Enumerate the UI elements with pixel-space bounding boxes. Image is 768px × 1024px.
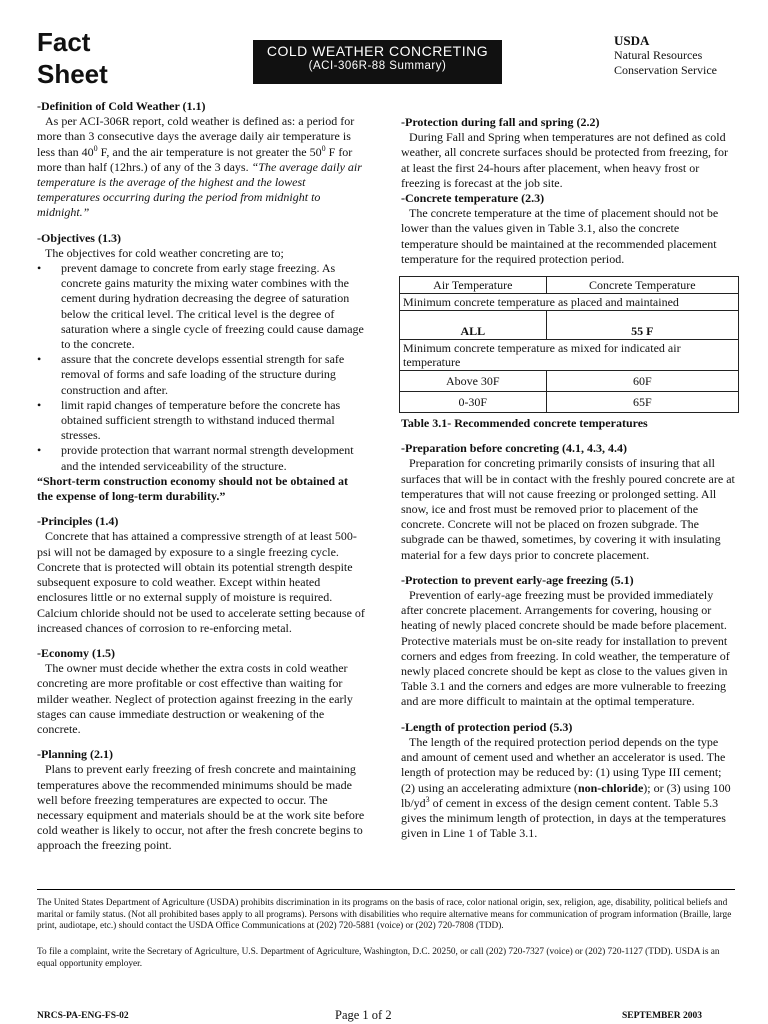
left-column — [37, 99, 365, 854]
objectives-list — [37, 261, 365, 474]
objectives-emphasis: “Short-term construction economy should not be obtained at the expense of long-term durability.” — [37, 473, 348, 504]
table-header-cell: Air Temperature — [400, 277, 547, 294]
section-heading: -Protection to prevent early-age freezing (5.1) — [401, 572, 634, 587]
section-intro: The objectives for cold weather concreting are to; — [45, 245, 284, 260]
agency-name: USDA — [614, 33, 650, 48]
section-protection-length — [401, 720, 735, 842]
table-cell: 65F — [546, 392, 738, 413]
section-heading: -Preparation before concreting (4.1, 4.3, 4.4) — [401, 441, 627, 456]
section-concrete-temperature — [401, 191, 735, 267]
right-column — [401, 115, 735, 841]
section-text: Concrete that has attained a compressive strength of at least 500-psi will not be damaged by exposure to a single freezing cycle. Concrete that is protected will obtain its potential strength despite subsequent exposure to cold weather. Except within heated enclosures little or no external supply of moisture is required. Calcium chloride should not be used to accelerate setting because of increased chances of corrosion to re-enforcing metal. — [37, 529, 365, 635]
section-heading: -Length of protection period (5.3) — [401, 719, 573, 734]
agency-division-2: Conservation Service — [614, 63, 717, 77]
section-heading: -Definition of Cold Weather (1.1) — [37, 99, 206, 113]
table-header-row — [400, 277, 739, 294]
table-header-cell: Concrete Temperature — [546, 277, 738, 294]
section-economy — [37, 646, 365, 737]
table-row — [400, 371, 739, 392]
table-row — [400, 392, 739, 413]
definition-quote: “The average daily air temperature is the average of the highest and the lowest temperatures occurring during the period from midnight to midnight.” — [37, 159, 362, 220]
table-caption: Table 3.1- Recommended concrete temperatures — [401, 416, 648, 431]
banner-subtitle: (ACI-306R-88 Summary) — [308, 60, 447, 72]
publication-date: SEPTEMBER 2003 — [622, 1011, 702, 1021]
table-cell: Above 30F — [400, 371, 547, 392]
document-id: NRCS-PA-ENG-FS-02 — [37, 1011, 129, 1021]
section-text: Preparation for concreting primarily consists of insuring that all surfaces that will be in contact with the freshly poured concrete are at temperatures that will not cause freezing or prolonged setting. All snow, ice and frost must be removed prior to placement of the concrete. Concrete will not be placed on frozen subgrade. The subgrade can be thawed, sometimes, by covering it with insulating material for a few days prior to concrete placement. — [401, 456, 735, 562]
section-protection-fall-spring — [401, 115, 735, 191]
table-cell: 0-30F — [400, 392, 547, 413]
section-objectives — [37, 231, 365, 505]
table-cell: 55 F — [546, 311, 738, 340]
section-heading: -Objectives (1.3) — [37, 230, 121, 245]
topic-banner — [253, 40, 502, 84]
table-cell: Minimum concrete temperature as mixed for indicated air temperature — [400, 340, 739, 371]
agency-block — [614, 33, 717, 78]
section-text: Plans to prevent early freezing of fresh concrete and maintaining temperatures above the recommended minimums should be made well before freezing temperatures are expected to occur. The necessary equipment and materials should be at the work site before cold weather is likely to occur, not after the fresh concrete begins to approach the freezing point. — [37, 762, 365, 853]
document-title — [37, 26, 108, 90]
nondiscrimination-statement: The United States Department of Agriculture (USDA) prohibits discrimination in its programs on the basis of race, color national origin, sex, religion, age, disability, political beliefs and marital or family status. (Not all prohibited bases apply to all programs). Persons with disabilities who require alternative means for communication of program information (Braille, large print, audiotape, etc.) should contact the USDA Office Communications at (202) 720-5881 (voice) or (202) 720-7808 (TDD). — [37, 898, 732, 931]
agency-division-1: Natural Resources — [614, 48, 703, 62]
section-heading: -Concrete temperature (2.3) — [401, 191, 545, 206]
temperature-table — [399, 276, 739, 413]
section-text: The owner must decide whether the extra costs in cold weather concreting are more profitable or cost effective than waiting for milder weather. Neglect of protection against freezing in the early stages can cause immediate destruction or weakening of the concrete. — [37, 661, 353, 736]
section-heading: -Planning (2.1) — [37, 747, 114, 762]
table-cell: 60F — [546, 371, 738, 392]
section-text: The concrete temperature at the time of placement should not be lower than the values given in Table 3.1, also the concrete temperature should be maintained at the recommended placement temperature for the required protection period. — [401, 206, 719, 266]
section-text: As per ACI-306R report, cold weather is defined as: a period for more than 3 consecutive days the average daily air temperature is less than $40^0$ F, and the air temperature is not greater the $50^0$ F for more than half (12hrs.) of any of the 3 days. “The average daily air temperature is the average of the highest and the lowest temperatures occurring during the period from midnight to midnight.” — [37, 114, 362, 220]
section-definition — [37, 99, 365, 221]
section-text: During Fall and Spring when temperatures are not defined as cold weather, all concrete surfaces should be protected from freezing, for at least the first 24-hours after placement, when heavy frost or freezing is forecast at the job site. — [401, 130, 729, 190]
footer-divider — [37, 889, 735, 890]
table-row — [400, 311, 739, 340]
list-item: • prevent damage to concrete from early stage freezing. As concrete gains maturity the mixing water combines with the cement during hydration decreasing the degree of saturation below the critical level. The critical level is the degree of saturation where a single cycle of freezing could cause damage to the concrete. — [37, 261, 365, 352]
section-planning — [37, 747, 365, 853]
list-item: • provide protection that warrant normal strength development and the intended serviceability of the structure. — [37, 443, 365, 473]
section-preparation — [401, 441, 735, 563]
list-item: • limit rapid changes of temperature before the concrete has obtained sufficient strength to withstand induced thermal stresses. — [37, 398, 365, 444]
table-row — [400, 294, 739, 311]
banner-title: COLD WEATHER CONCRETING — [266, 43, 489, 59]
section-heading: -Protection during fall and spring (2.2) — [401, 115, 600, 129]
title-line-2: Sheet — [37, 59, 108, 89]
section-principles — [37, 514, 365, 636]
section-early-age-freezing — [401, 573, 735, 710]
complaint-statement: To file a complaint, write the Secretary of Agriculture, U.S. Department of Agriculture, Washington, D.C. 20250, or call (202) 720-7327 (voice) or (202) 720-1127 (TDD). USDA is an equal opportunity employer. — [37, 947, 720, 969]
list-item: • assure that the concrete develops essential strength for safe removal of forms and safe loading of the structure during construction and after. — [37, 352, 365, 398]
table-row — [400, 340, 739, 371]
section-text: Prevention of early-age freezing must be provided immediately after concrete placement. Arrangements for covering, housing or heating of newly placed concrete should be made before placement. Protective materials must be on-site ready for installation to prevent corners and edges from freezing. In cold weather, the temperature of newly placed concrete should be kept as close to the values given in Table 3.1 and the corners and edges are more vulnerable to freezing and are more difficult to maintain at the optimal temperature. — [401, 588, 730, 709]
page-number: Page 1 of 2 — [335, 1008, 392, 1022]
section-heading: -Economy (1.5) — [37, 645, 115, 660]
table-cell: Minimum concrete temperature as placed and maintained — [400, 294, 739, 311]
table-cell: ALL — [400, 311, 547, 340]
section-text: The length of the required protection period depends on the type and amount of cement used and whether an accelerator is used. The length of protection may be reduced by: (1) using Type III cement; (2) using an accelerating admixture (non-chloride); or (3) using 100 $lb/yd^3$ of cement in excess of the design cement content. Table 5.3 gives the minimum length of protection, in days at the temperatures given in Line 1 of Table 3.1. — [401, 734, 731, 841]
section-heading: -Principles (1.4) — [37, 514, 119, 529]
title-line-1: Fact — [37, 27, 91, 57]
